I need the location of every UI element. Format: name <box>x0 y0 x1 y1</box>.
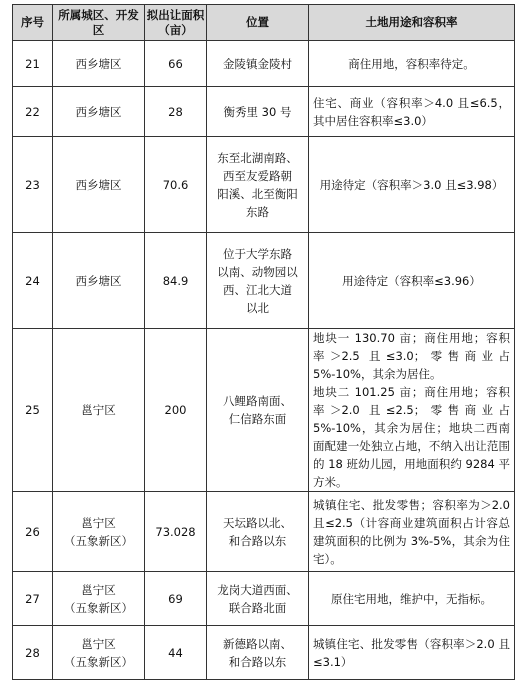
location-line: 八鲤路南面、 <box>223 394 292 408</box>
location-line: 联合路北面 <box>228 600 287 615</box>
table-row <box>13 329 515 492</box>
district-line: 西乡塘区 <box>75 273 122 288</box>
cell-location <box>207 41 309 87</box>
cell-district <box>53 626 145 680</box>
district-line: 西乡塘区 <box>75 104 122 119</box>
usage-line: 地块一 130.70 亩；商住用地；容积率＞2.5 且≤3.0；零售商业占 5%-10%，其余为居住。 <box>313 331 510 381</box>
cell-seq: 21 <box>13 41 53 87</box>
cell-location <box>207 492 309 572</box>
cell-usage <box>309 572 515 626</box>
header-usage: 土地用途和容积率 <box>309 5 515 41</box>
cell-location <box>207 87 309 137</box>
cell-seq: 22 <box>13 87 53 137</box>
cell-district <box>53 572 145 626</box>
cell-area: 200 <box>145 329 207 492</box>
cell-seq: 27 <box>13 572 53 626</box>
cell-area: 66 <box>145 41 207 87</box>
location-line: 衡秀里 30 号 <box>223 104 292 119</box>
location-line: 西、江北大道 <box>223 282 292 297</box>
district-line: 邕宁区 <box>81 636 116 651</box>
location-line: 金陵镇金陵村 <box>223 56 292 71</box>
district-line: （五象新区） <box>64 654 133 669</box>
cell-area: 44 <box>145 626 207 680</box>
district-line: （五象新区） <box>64 533 133 548</box>
land-table <box>12 4 515 680</box>
cell-district <box>53 87 145 137</box>
usage-line: 原住宅用地，维护中，无指标。 <box>331 591 492 606</box>
cell-location <box>207 233 309 329</box>
table-row <box>13 137 515 233</box>
usage-line: 用途待定（容积率≤3.96） <box>342 273 481 288</box>
cell-usage <box>309 233 515 329</box>
cell-usage <box>309 492 515 572</box>
cell-seq: 24 <box>13 233 53 329</box>
location-line: 以北 <box>246 300 269 315</box>
cell-district <box>53 233 145 329</box>
district-line: 西乡塘区 <box>75 56 122 71</box>
cell-area: 70.6 <box>145 137 207 233</box>
location-line: 西至友爱路朝 <box>223 168 292 183</box>
table-row <box>13 572 515 626</box>
cell-location <box>207 137 309 233</box>
usage-line: 地块二 101.25 亩；商住用地；容积率＞2.0 且≤2.5；零售商业占 5%-10%，其余为居住；地块二西南面配建一处独立占地，不纳入出让范围的 18 班幼儿园，用地面积约 9284 平方米。 <box>313 385 510 489</box>
district-line: 邕宁区 <box>81 403 116 417</box>
location-line: 新德路以南、 <box>223 636 292 651</box>
header-row <box>13 5 515 41</box>
cell-usage <box>309 329 515 492</box>
location-line: 天坛路以北、 <box>223 515 292 530</box>
cell-district <box>53 137 145 233</box>
cell-district <box>53 41 145 87</box>
usage-line: 城镇住宅、批发零售（容积率＞2.0 且≤3.1） <box>313 636 510 669</box>
cell-usage <box>309 626 515 680</box>
cell-area: 28 <box>145 87 207 137</box>
cell-location <box>207 572 309 626</box>
cell-seq: 23 <box>13 137 53 233</box>
cell-usage <box>309 41 515 87</box>
header-location: 位置 <box>207 5 309 41</box>
table-row <box>13 41 515 87</box>
cell-area: 69 <box>145 572 207 626</box>
location-line: 东路 <box>246 204 269 219</box>
district-line: （五象新区） <box>64 600 133 615</box>
usage-line: 商住用地，容积率待定。 <box>348 56 475 71</box>
cell-seq: 25 <box>13 329 53 492</box>
location-line: 仁信路东面 <box>228 412 287 426</box>
cell-location <box>207 329 309 492</box>
header-area: 拟出让面积（亩） <box>145 5 207 41</box>
table-row <box>13 626 515 680</box>
cell-district <box>53 492 145 572</box>
cell-location <box>207 626 309 680</box>
table-row <box>13 233 515 329</box>
location-line: 位于大学东路 <box>223 246 292 261</box>
usage-line: 城镇住宅、批发零售；容积率为＞2.0 且≤2.5（计容商业建筑面积占计容总建筑面积的比例为 3%-5%，其余为住宅）。 <box>313 497 510 566</box>
cell-area: 84.9 <box>145 233 207 329</box>
location-line: 和合路以东 <box>228 533 287 548</box>
cell-area: 73.028 <box>145 492 207 572</box>
location-line: 龙岗大道西面、 <box>217 582 298 597</box>
usage-line: 住宅、商业（容积率＞4.0 且≤6.5，其中居住容积率≤3.0） <box>313 95 510 128</box>
table-body <box>13 41 515 680</box>
cell-seq: 26 <box>13 492 53 572</box>
header-district: 所属城区、开发区 <box>53 5 145 41</box>
location-line: 和合路以东 <box>228 654 287 669</box>
cell-district <box>53 329 145 492</box>
district-line: 邕宁区 <box>81 582 116 597</box>
cell-usage <box>309 87 515 137</box>
table-row <box>13 492 515 572</box>
location-line: 阳溪、北至衡阳 <box>217 186 298 201</box>
cell-seq: 28 <box>13 626 53 680</box>
usage-line: 用途待定（容积率＞3.0 且≤3.98） <box>319 177 504 192</box>
table-row <box>13 87 515 137</box>
location-line: 以南、动物园以 <box>217 264 298 279</box>
district-line: 西乡塘区 <box>75 177 122 192</box>
location-line: 东至北湖南路、 <box>217 150 298 165</box>
district-line: 邕宁区 <box>81 515 116 530</box>
cell-usage <box>309 137 515 233</box>
header-seq: 序号 <box>13 5 53 41</box>
